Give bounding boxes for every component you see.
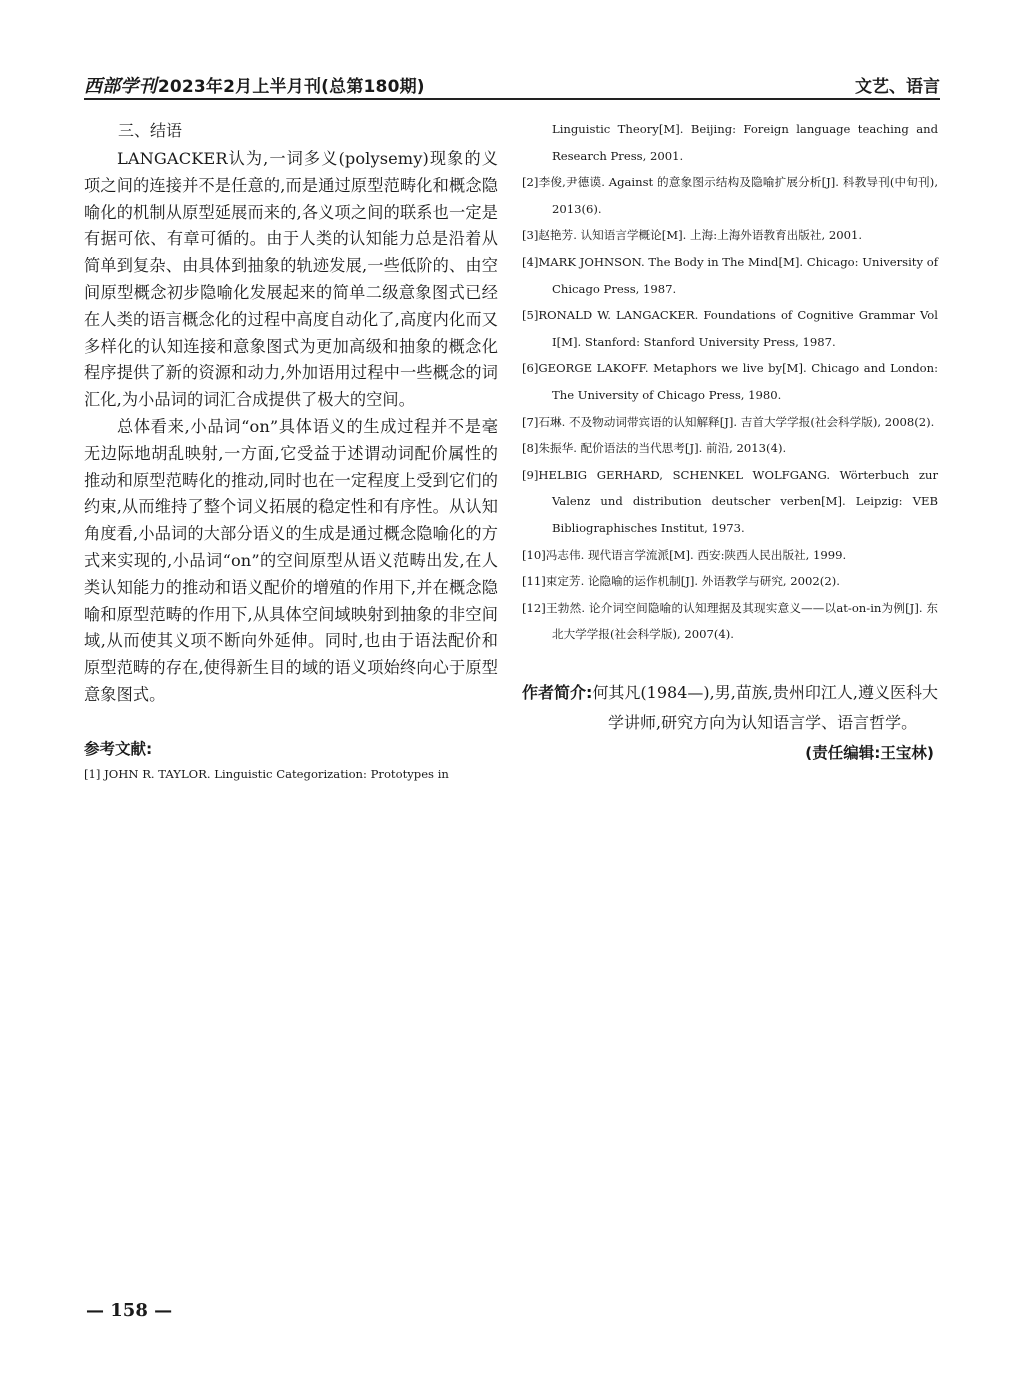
author-bio-label: 作者简介: [522,682,593,702]
responsible-editor: (责任编辑:王宝林) [805,743,934,762]
section-heading: 三、结语 [118,121,183,140]
left-column [84,116,498,787]
reference-item: [4]MARK JOHNSON. The Body in The Mind[M]. Chicago: University of Chicago Press, 1987. [522,254,938,296]
references-title: 参考文献: [84,739,153,758]
page-header [84,72,940,100]
reference-item: [8]朱振华. 配价语法的当代思考[J]. 前沿, 2013(4). [522,441,787,456]
author-bio-text: 何其凡(1984—),男,苗族,贵州印江人,遵义医科大学讲师,研究方向为认知语言学、语言哲学。 [592,682,938,732]
body-paragraph-2: 总体看来,小品词“on”具体语义的生成过程并不是毫无边际地胡乱映射,一方面,它受益于述谓动词配价属性的推动和原型范畴化的推动,同时也在一定程度上受到它们的约束,从而维持了整个词义拓展的稳定性和有序性。从认知角度看,小品词的大部分语义的生成是通过概念隐喻化的方式来实现的,小品词“on”的空间原型从语义范畴出发,在人类认知能力的推动和语义配价的增殖的作用下,并在概念隐喻和原型范畴的作用下,从具体空间域映射到抽象的非空间域,从而使其义项不断向外延伸。同时,也由于语法配价和原型范畴的存在,使得新生目的域的语义项始终向心于原型意象图式。 [84,416,498,704]
page-number: — 158 — [86,1300,173,1321]
reference-item: [6]GEORGE LAKOFF. Metaphors we live by[M]. Chicago and London: The University of Chicago Press, 1980. [522,361,938,402]
journal-issue [84,72,425,98]
reference-item: [11]束定芳. 论隐喻的运作机制[J]. 外语教学与研究, 2002(2). [522,574,840,589]
reference-item: [10]冯志伟. 现代语言学流派[M]. 西安:陕西人民出版社, 1999. [522,547,847,562]
reference-item: [9]HELBIG GERHARD, SCHENKEL WOLFGANG. Wörterbuch zur Valenz und distribution deutscher verben[M]. Leipzig: VEB Bibliographisches Institut, 1973. [522,467,938,535]
body-paragraph-1: LANGACKER认为,一词多义(polysemy)现象的义项之间的连接并不是任意的,而是通过原型范畴化和概念隐喻化的机制从原型延展而来的,各义项之间的联系也一定是有据可依、有章可循的。由于人类的认知能力总是沿着从简单到复杂、由具体到抽象的轨迹发展,一些低阶的、由空间原型概念初步隐喻化发展起来的简单二级意象图式已经在人类的语言概念化的过程中高度自动化了,高度内化而又多样化的认知连接和意象图式为更加高级和抽象的概念化程序提供了新的资源和动力,外加语用过程中一些概念的词汇化,为小品词的词汇合成提供了极大的空间。 [84,149,498,410]
reference-item: [1] JOHN R. TAYLOR. Linguistic Categorization: Prototypes in [84,766,449,781]
reference-item: [5]RONALD W. LANGACKER. Foundations of Cognitive Grammar Vol Ⅰ[M]. Stanford: Stanford University Press, 1987. [522,308,938,349]
reference-item-continued: Linguistic Theory[M]. Beijing: Foreign language teaching and Research Press, 2001. [552,122,938,163]
reference-item: [12]王勃然. 论介词空间隐喻的认知理据及其现实意义——以at-on-in为例[J]. 东北大学学报(社会科学版), 2007(4). [522,600,938,642]
journal-logo: 西部学刊 [84,76,157,97]
reference-item: [3]赵艳芳. 认知语言学概论[M]. 上海:上海外语教育出版社, 2001. [522,228,863,243]
reference-item: [2]李俊,尹德谟. Against 的意象图示结构及隐喻扩展分析[J]. 科教导刊(中旬刊), 2013(6). [522,175,938,216]
section-label: 文艺、语言 [855,77,940,97]
issue-label: 2023年2月上半月刊(总第180期) [157,77,425,97]
author-bio [522,678,938,738]
right-column [522,116,938,766]
reference-item: [7]石琳. 不及物动词带宾语的认知解释[J]. 吉首大学学报(社会科学版), 2008(2). [522,414,935,429]
